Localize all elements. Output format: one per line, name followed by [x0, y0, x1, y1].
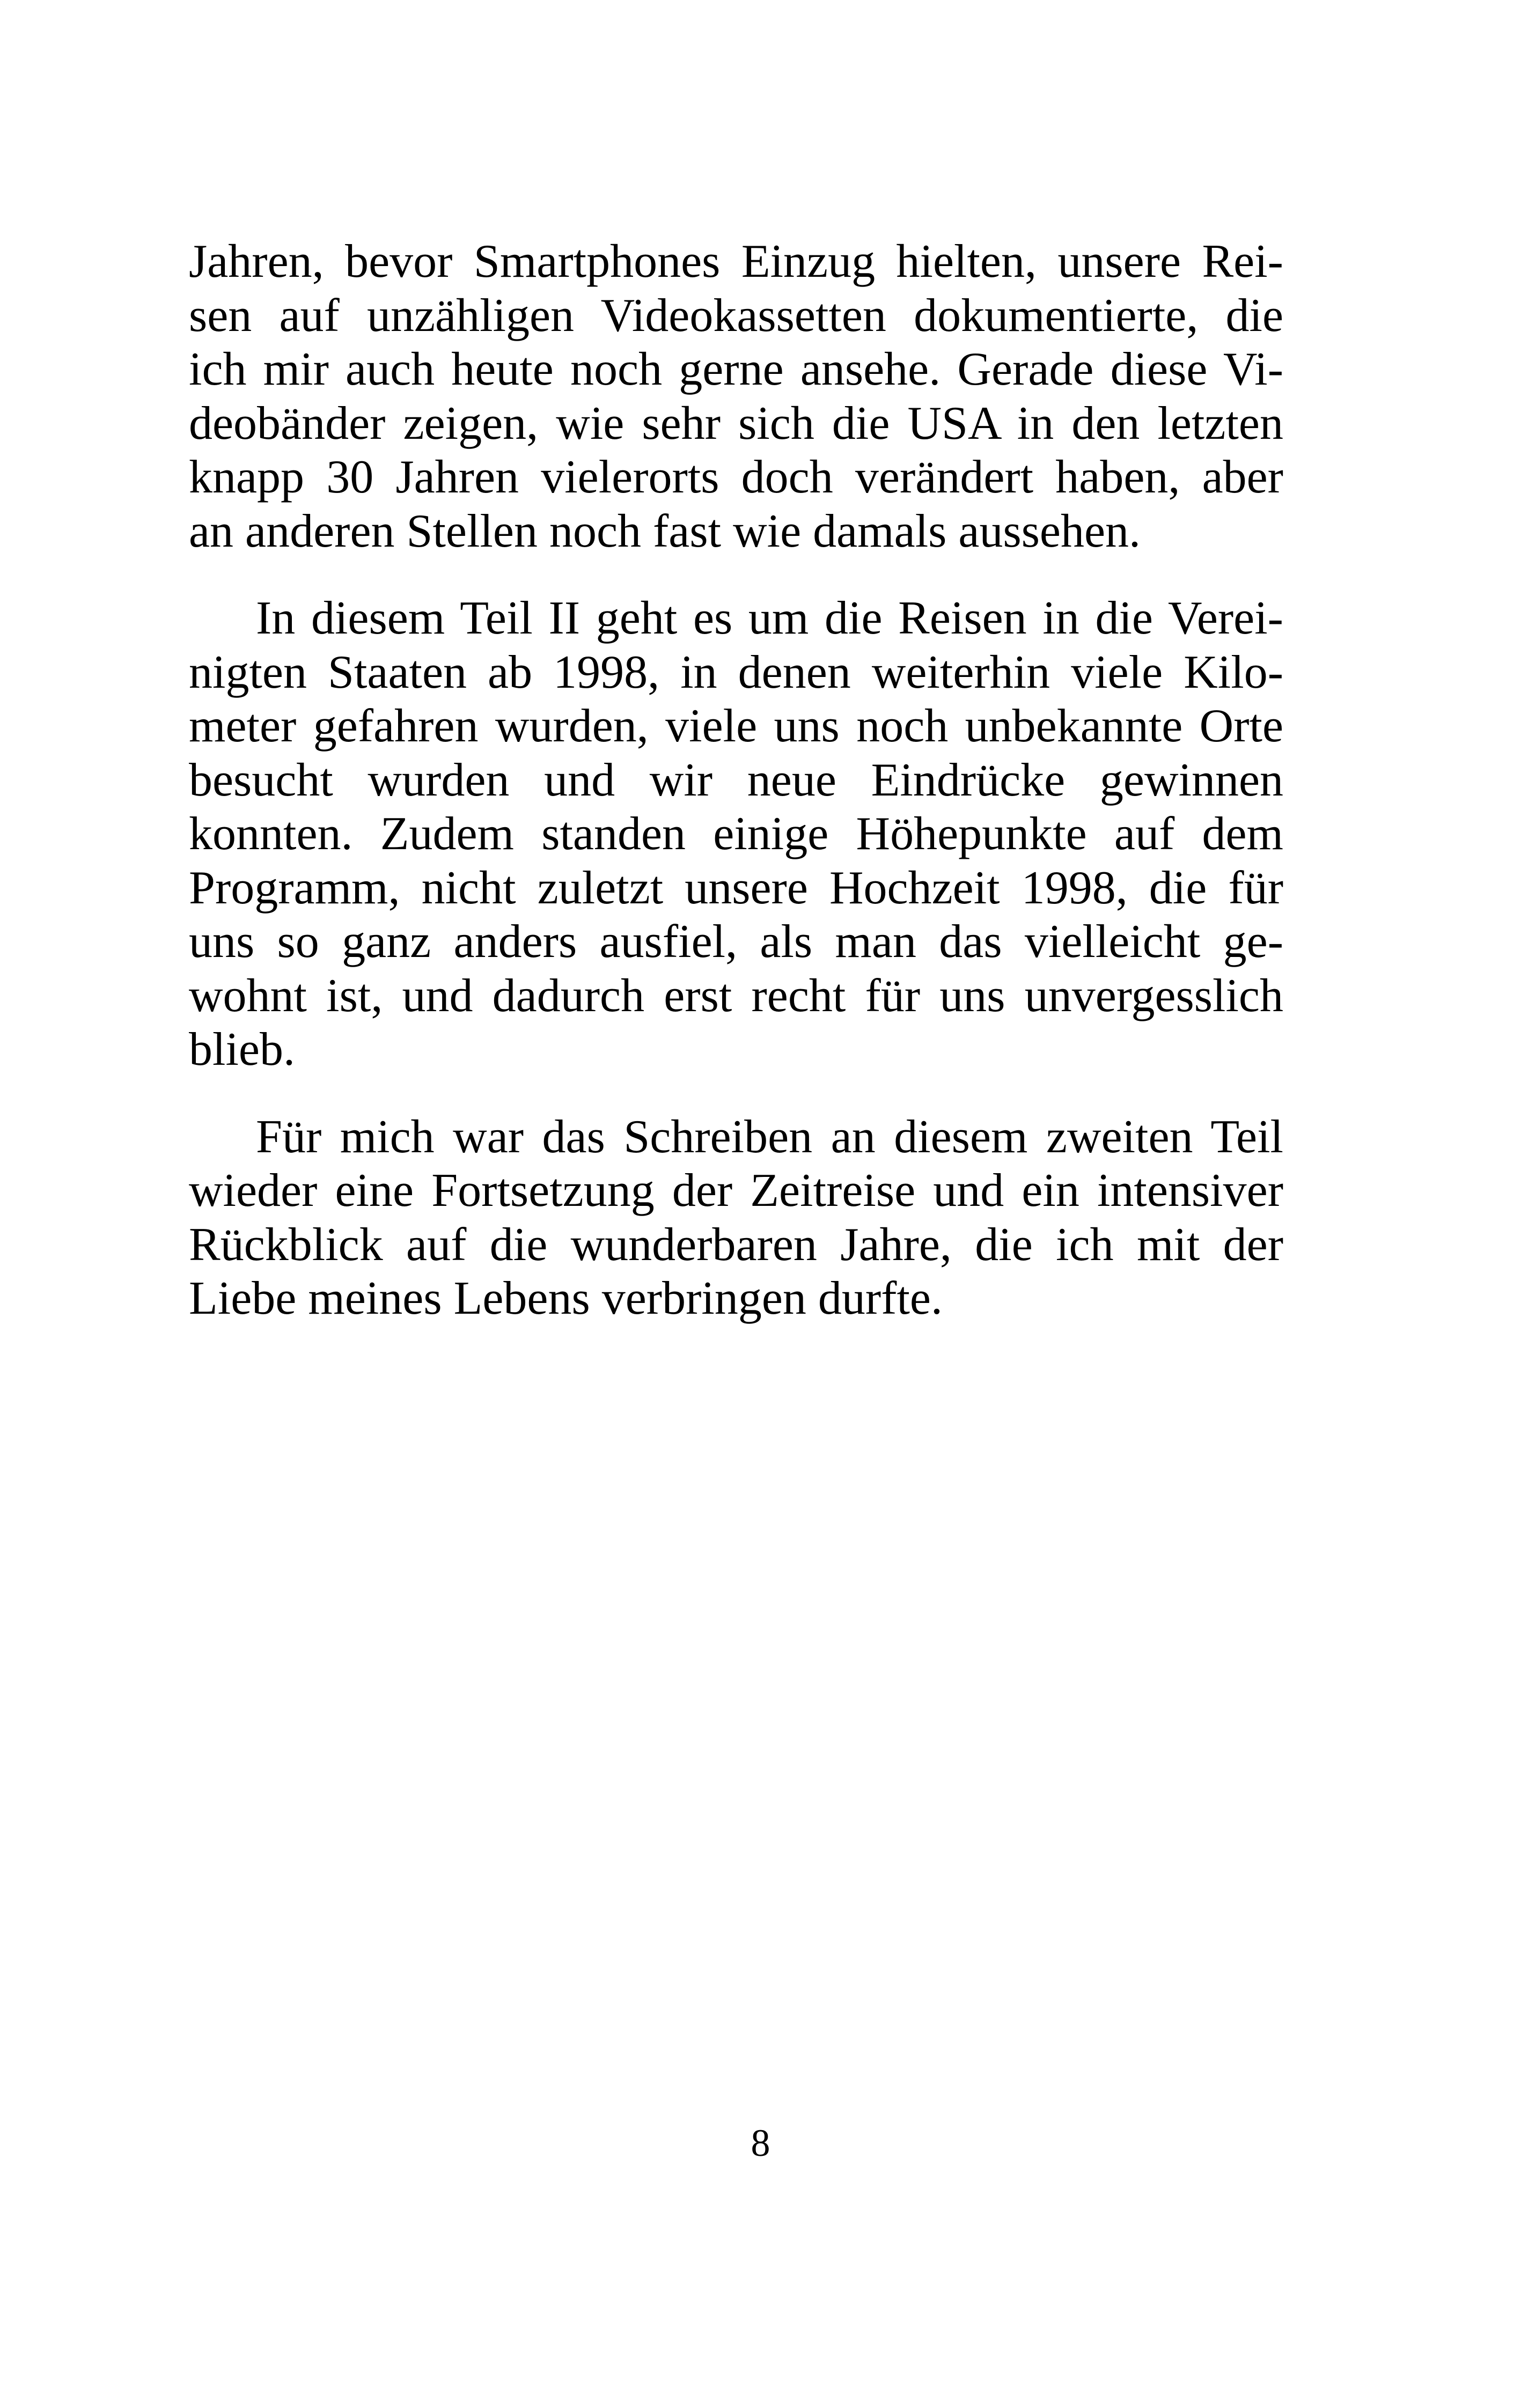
text-line: In diesem Teil II geht es um die Reisen in die Verei-: [256, 592, 1283, 644]
text-line: Programm, nicht zuletzt unsere Hochzeit 1998, die für: [189, 861, 1283, 914]
paragraph-spacer: [189, 558, 1283, 592]
body-text: [189, 235, 1283, 1326]
text-line: Jahren, bevor Smartphones Einzug hielten, unsere Rei-: [189, 235, 1283, 288]
text-line: nigten Staaten ab 1998, in denen weiterhin viele Kilo-: [189, 646, 1283, 698]
paragraph-1: [189, 235, 1283, 558]
text-line: wohnt ist, und dadurch erst recht für uns unvergesslich: [189, 969, 1283, 1022]
text-line: blieb.: [189, 1023, 295, 1076]
text-line: deobänder zeigen, wie sehr sich die USA in den letzten: [189, 397, 1283, 450]
page-number: 8: [751, 2122, 770, 2164]
paragraph-3: [189, 1110, 1283, 1326]
text-line: Für mich war das Schreiben an diesem zweiten Teil: [256, 1110, 1283, 1163]
text-line: Liebe meines Lebens verbringen durfte.: [189, 1272, 943, 1324]
text-line: Rückblick auf die wunderbaren Jahre, die ich mit der: [189, 1218, 1283, 1271]
paragraph-2: [189, 592, 1283, 1077]
text-line: an anderen Stellen noch fast wie damals aussehen.: [189, 505, 1141, 557]
paragraph-spacer: [189, 1077, 1283, 1110]
text-line: wieder eine Fortsetzung der Zeitreise und ein intensiver: [189, 1165, 1283, 1217]
text-line: konnten. Zudem standen einige Höhepunkte auf dem: [189, 808, 1283, 860]
text-line: ich mir auch heute noch gerne ansehe. Gerade diese Vi-: [189, 343, 1283, 395]
text-line: meter gefahren wurden, viele uns noch unbekannte Orte: [189, 700, 1283, 752]
text-line: besucht wurden und wir neue Eindrücke gewinnen: [189, 754, 1283, 806]
text-line: sen auf unzähligen Videokassetten dokumentierte, die: [189, 289, 1283, 342]
text-line: uns so ganz anders ausfiel, als man das vielleicht ge-: [189, 916, 1283, 968]
text-line: knapp 30 Jahren vielerorts doch verändert haben, aber: [189, 451, 1283, 503]
